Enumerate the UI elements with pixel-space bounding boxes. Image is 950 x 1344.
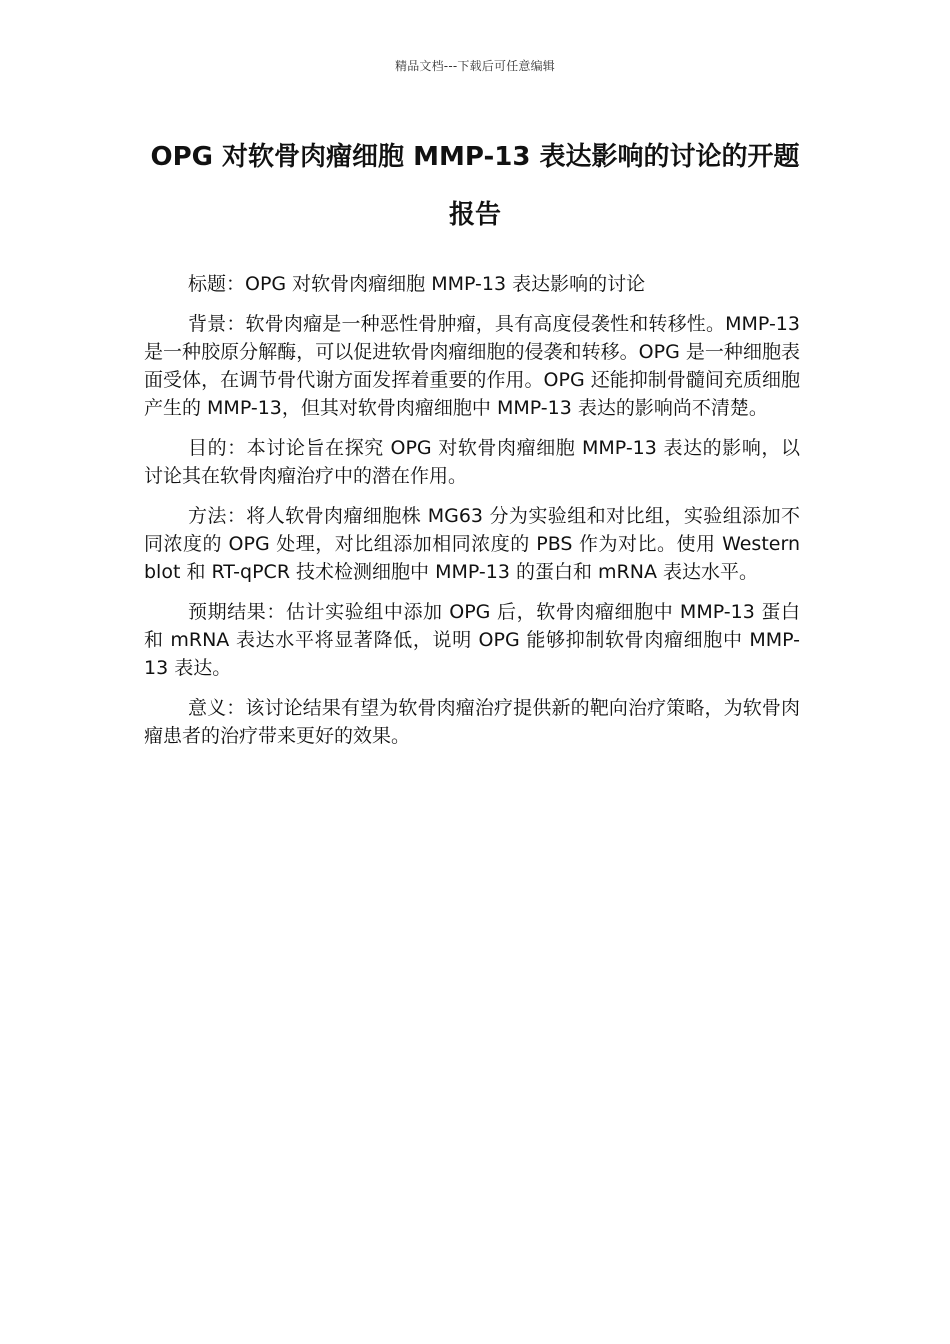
paragraph-objective: 目的：本讨论旨在探究 OPG 对软骨肉瘤细胞 MMP-13 表达的影响，以讨论其在软骨肉瘤治疗中的潜在作用。 <box>144 437 800 487</box>
document-body <box>144 270 800 762</box>
paragraph-background: 背景：软骨肉瘤是一种恶性骨肿瘤，具有高度侵袭性和转移性。MMP-13 是一种胶原分解酶，可以促进软骨肉瘤细胞的侵袭和转移。OPG 是一种细胞表面受体，在调节骨代谢方面发挥着重要的作用。OPG 还能抑制骨髓间充质细胞产生的 MMP-13，但其对软骨肉瘤细胞中 MMP-13 表达的影响尚不清楚。 <box>144 313 800 419</box>
document-title: OPG 对软骨肉瘤细胞 MMP-13 表达影响的讨论的开题报告 <box>150 142 800 230</box>
paragraph-expected-results: 预期结果：估计实验组中添加 OPG 后，软骨肉瘤细胞中 MMP-13 蛋白和 mRNA 表达水平将显著降低，说明 OPG 能够抑制软骨肉瘤细胞中 MMP-13 表达。 <box>144 601 800 679</box>
paragraph-title: 标题：OPG 对软骨肉瘤细胞 MMP-13 表达影响的讨论 <box>188 273 646 295</box>
paragraph-methods: 方法：将人软骨肉瘤细胞株 MG63 分为实验组和对比组，实验组添加不同浓度的 OPG 处理，对比组添加相同浓度的 PBS 作为对比。使用 Western blot 和 RT-qPCR 技术检测细胞中 MMP-13 的蛋白和 mRNA 表达水平。 <box>144 505 800 583</box>
page-header: 精品文档---下载后可任意编辑 <box>395 59 555 73</box>
paragraph-significance: 意义：该讨论结果有望为软骨肉瘤治疗提供新的靶向治疗策略，为软骨肉瘤患者的治疗带来更好的效果。 <box>144 697 800 747</box>
